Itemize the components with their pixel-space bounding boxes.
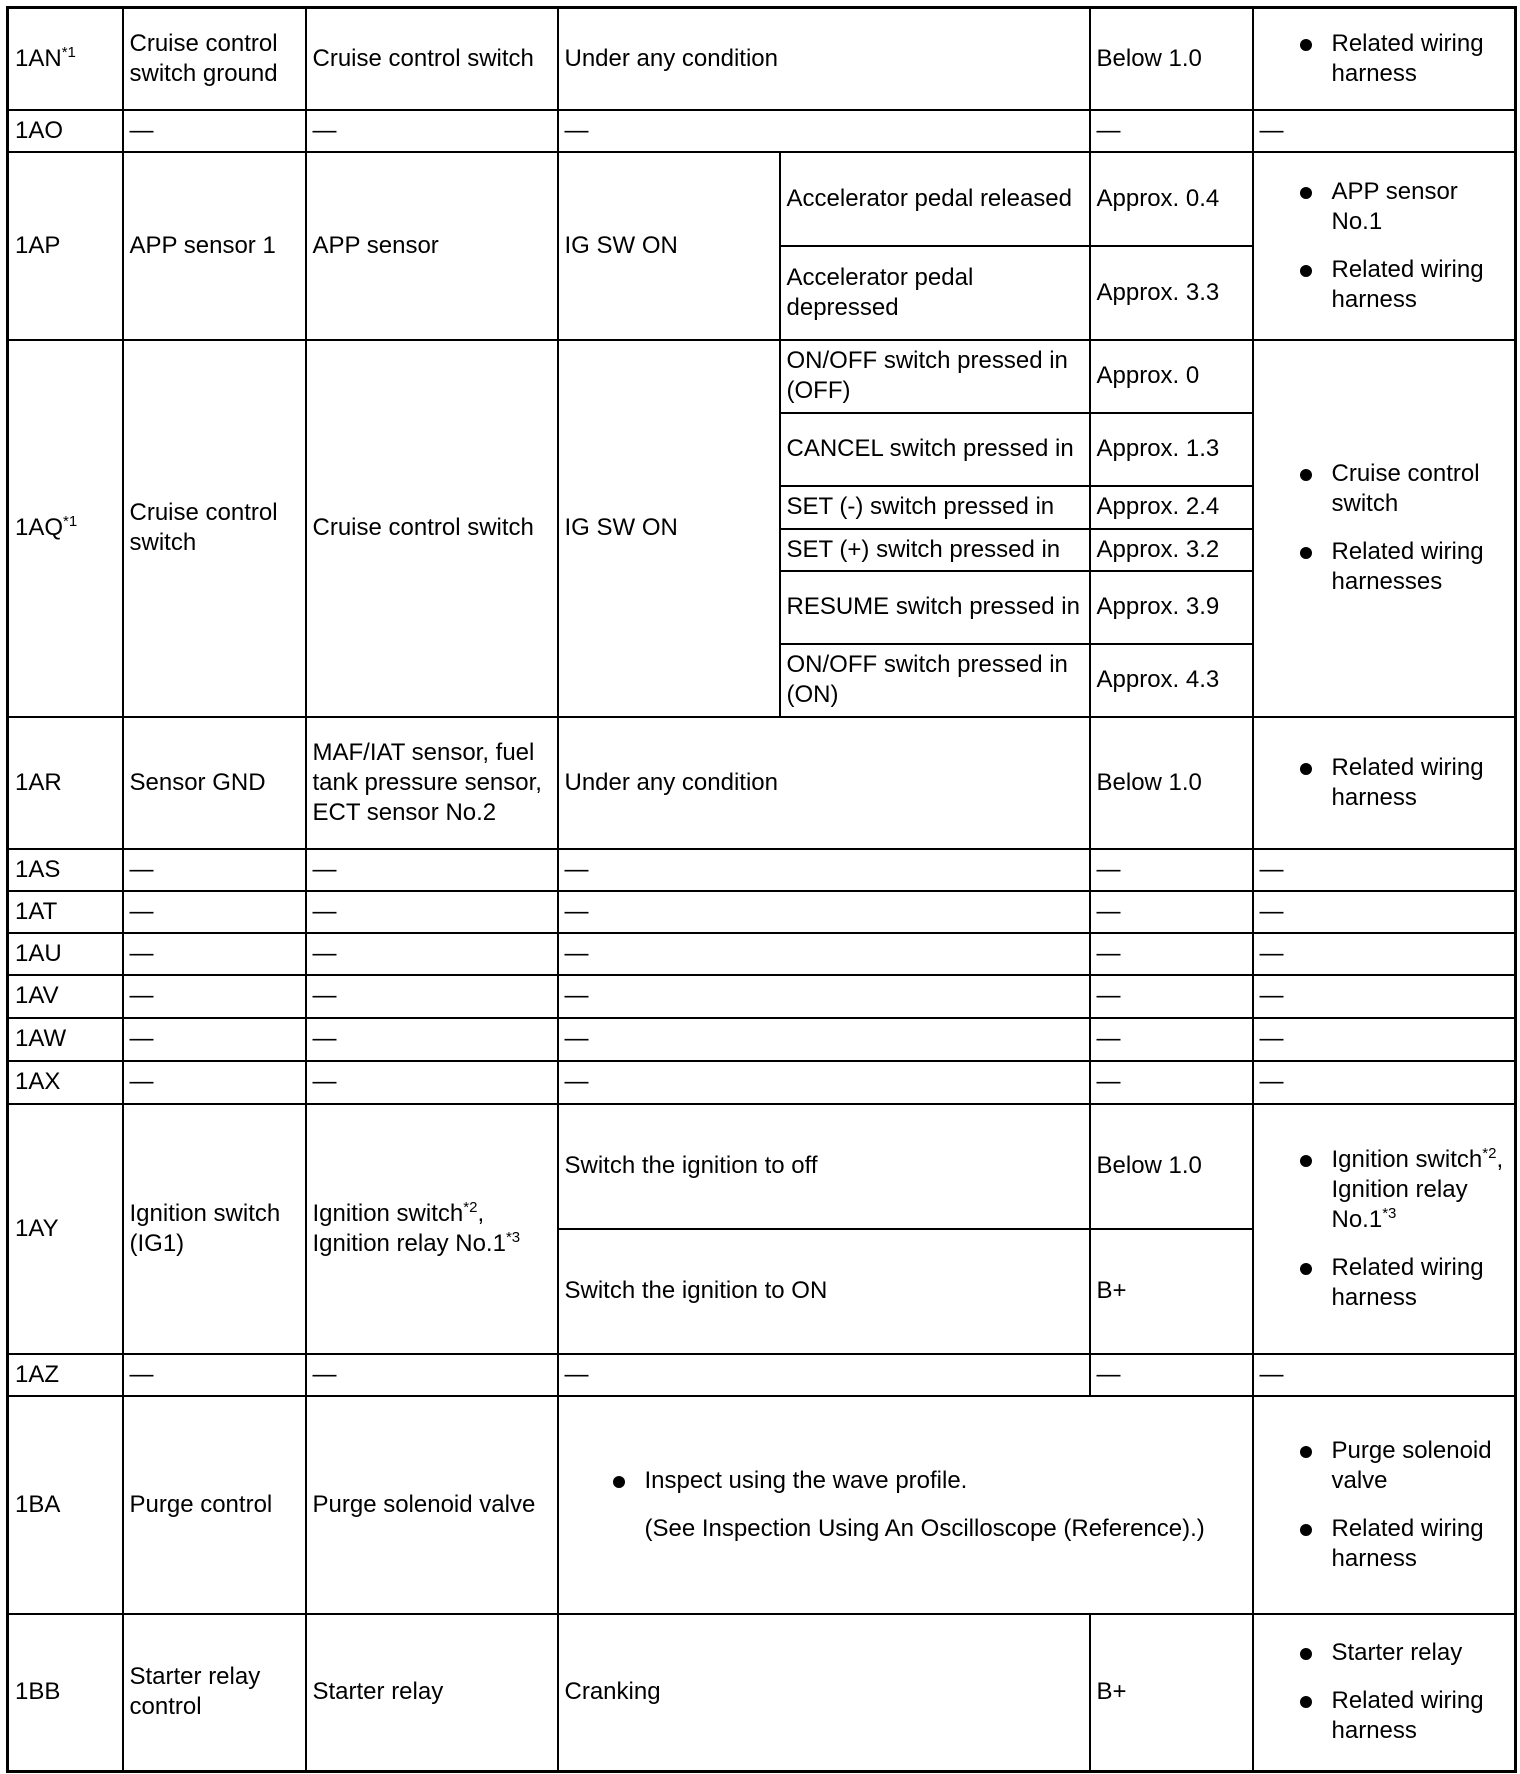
table-row: [8, 110, 1516, 152]
signal-name-cell: Cruise control switch ground: [123, 8, 306, 110]
condition-cell: Switch the ignition to ON: [558, 1229, 1090, 1354]
condition-cell: —: [558, 933, 1090, 975]
inspection-cell: [1253, 8, 1516, 110]
terminal-cell: 1AP: [8, 152, 123, 340]
voltage-cell: Below 1.0: [1090, 717, 1253, 849]
table-row: [8, 1354, 1516, 1396]
condition-cell: —: [558, 849, 1090, 891]
terminal-cell: 1AV: [8, 975, 123, 1018]
terminal-cell: 1AN$^{*1}$: [8, 8, 123, 110]
voltage-cell: —: [1090, 1018, 1253, 1061]
connected-to-cell: Cruise control switch: [306, 8, 558, 110]
voltage-cell: —: [1090, 1354, 1253, 1396]
inspection-cell: —: [1253, 1354, 1516, 1396]
signal-name-cell: —: [123, 1354, 306, 1396]
voltage-cell: —: [1090, 110, 1253, 152]
sub-condition-cell: ON/OFF switch pressed in (OFF): [780, 340, 1090, 413]
connected-to-cell: —: [306, 1061, 558, 1104]
table-row: [8, 1018, 1516, 1061]
connected-to-cell: Starter relay: [306, 1614, 558, 1772]
signal-name-cell: —: [123, 975, 306, 1018]
sub-condition-cell: RESUME switch pressed in: [780, 571, 1090, 644]
voltage-cell: Approx. 4.3: [1090, 644, 1253, 717]
voltage-cell: —: [1090, 849, 1253, 891]
signal-name-cell: Ignition switch (IG1): [123, 1104, 306, 1354]
terminal-cell: 1AO: [8, 110, 123, 152]
inspection-cell: —: [1253, 933, 1516, 975]
condition-cell: Switch the ignition to off: [558, 1104, 1090, 1229]
table-row: [8, 8, 1516, 110]
connected-to-cell: APP sensor: [306, 152, 558, 340]
table-row: [8, 1104, 1516, 1229]
voltage-cell: B+: [1090, 1614, 1253, 1772]
voltage-cell: Approx. 0: [1090, 340, 1253, 413]
voltage-cell: B+: [1090, 1229, 1253, 1354]
sub-condition-cell: Accelerator pedal depressed: [780, 246, 1090, 340]
table-row: [8, 152, 1516, 246]
table-row: [8, 717, 1516, 849]
voltage-cell: —: [1090, 933, 1253, 975]
signal-name-cell: Sensor GND: [123, 717, 306, 849]
connected-to-cell: MAF/IAT sensor, fuel tank pressure sensor, ECT sensor No.2: [306, 717, 558, 849]
terminal-cell: 1AT: [8, 891, 123, 933]
voltage-cell: —: [1090, 975, 1253, 1018]
connected-to-cell: —: [306, 975, 558, 1018]
table-row: [8, 849, 1516, 891]
inspection-cell: [1253, 340, 1516, 717]
terminal-cell: 1AQ$^{*1}$: [8, 340, 123, 717]
inspection-cell: [1253, 1614, 1516, 1772]
inspection-item: Related wiring harness: [1260, 255, 1509, 315]
inspection-item: Related wiring harness: [1260, 1253, 1509, 1313]
connected-to-cell: Ignition switch$^{*2}$, Ignition relay No.1$^{*3}$: [306, 1104, 558, 1354]
terminal-cell: 1AR: [8, 717, 123, 849]
condition-text: Inspect using the wave profile.: [644, 1466, 968, 1494]
inspection-cell: [1253, 152, 1516, 340]
connected-to-cell: —: [306, 110, 558, 152]
inspection-item: APP sensor No.1: [1260, 177, 1509, 237]
table-row: [8, 1396, 1516, 1614]
inspection-item: Related wiring harness: [1260, 753, 1509, 813]
table-row: [8, 1614, 1516, 1772]
signal-name-cell: —: [123, 849, 306, 891]
terminal-voltage-table: [6, 6, 1517, 1773]
sub-condition-cell: CANCEL switch pressed in: [780, 413, 1090, 486]
condition-cell: [558, 1396, 1253, 1614]
inspection-item: Related wiring harness: [1260, 1514, 1509, 1574]
condition-cell: Cranking: [558, 1614, 1090, 1772]
condition-cell: —: [558, 891, 1090, 933]
reference-text: (See Inspection Using An Oscilloscope (Reference).): [644, 1514, 1205, 1542]
connected-to-cell: —: [306, 933, 558, 975]
signal-name-cell: —: [123, 1018, 306, 1061]
connected-to-cell: Cruise control switch: [306, 340, 558, 717]
voltage-cell: Below 1.0: [1090, 1104, 1253, 1229]
connected-to-cell: —: [306, 891, 558, 933]
terminal-cell: 1AS: [8, 849, 123, 891]
voltage-cell: Below 1.0: [1090, 8, 1253, 110]
condition-cell: —: [558, 1018, 1090, 1061]
inspection-item: Ignition switch$^{*2}$, Ignition relay No.1$^{*3}$: [1260, 1145, 1509, 1235]
inspection-cell: [1253, 717, 1516, 849]
inspection-item: Related wiring harness: [1260, 29, 1509, 89]
signal-name-cell: —: [123, 1061, 306, 1104]
signal-name-cell: Starter relay control: [123, 1614, 306, 1772]
table-row: [8, 933, 1516, 975]
terminal-cell: 1BB: [8, 1614, 123, 1772]
inspection-cell: —: [1253, 849, 1516, 891]
connected-to-cell: —: [306, 849, 558, 891]
inspection-cell: [1253, 1396, 1516, 1614]
sub-condition-cell: ON/OFF switch pressed in (ON): [780, 644, 1090, 717]
condition-cell: IG SW ON: [558, 152, 780, 340]
bullet-icon: [613, 1476, 625, 1488]
condition-cell: Under any condition: [558, 8, 1090, 110]
inspection-cell: —: [1253, 110, 1516, 152]
voltage-cell: Approx. 2.4: [1090, 486, 1253, 529]
inspection-item: Cruise control switch: [1260, 459, 1509, 519]
terminal-cell: 1AX: [8, 1061, 123, 1104]
connected-to-cell: —: [306, 1354, 558, 1396]
signal-name-cell: Purge control: [123, 1396, 306, 1614]
table-row: [8, 340, 1516, 413]
sub-condition-cell: Accelerator pedal released: [780, 152, 1090, 246]
condition-cell: Under any condition: [558, 717, 1090, 849]
voltage-cell: Approx. 3.3: [1090, 246, 1253, 340]
terminal-cell: 1BA: [8, 1396, 123, 1614]
condition-cell: IG SW ON: [558, 340, 780, 717]
inspection-cell: —: [1253, 975, 1516, 1018]
inspection-item: Starter relay: [1260, 1638, 1509, 1668]
sub-condition-cell: SET (+) switch pressed in: [780, 529, 1090, 571]
table-row: [8, 891, 1516, 933]
signal-name-cell: —: [123, 891, 306, 933]
condition-cell: —: [558, 1061, 1090, 1104]
connected-to-cell: Purge solenoid valve: [306, 1396, 558, 1614]
inspection-item: Related wiring harnesses: [1260, 537, 1509, 597]
condition-cell: —: [558, 975, 1090, 1018]
signal-name-cell: APP sensor 1: [123, 152, 306, 340]
voltage-cell: Approx. 1.3: [1090, 413, 1253, 486]
voltage-cell: Approx. 3.9: [1090, 571, 1253, 644]
voltage-cell: Approx. 3.2: [1090, 529, 1253, 571]
inspection-cell: —: [1253, 891, 1516, 933]
terminal-cell: 1AU: [8, 933, 123, 975]
inspection-cell: —: [1253, 1018, 1516, 1061]
signal-name-cell: —: [123, 110, 306, 152]
signal-name-cell: —: [123, 933, 306, 975]
inspection-cell: —: [1253, 1061, 1516, 1104]
signal-name-cell: Cruise control switch: [123, 340, 306, 717]
inspection-item: Purge solenoid valve: [1260, 1436, 1509, 1496]
voltage-cell: Approx. 0.4: [1090, 152, 1253, 246]
voltage-cell: —: [1090, 1061, 1253, 1104]
inspection-cell: [1253, 1104, 1516, 1354]
voltage-cell: —: [1090, 891, 1253, 933]
condition-cell: —: [558, 1354, 1090, 1396]
terminal-cell: 1AW: [8, 1018, 123, 1061]
connected-to-cell: —: [306, 1018, 558, 1061]
terminal-cell: 1AZ: [8, 1354, 123, 1396]
table-row: [8, 975, 1516, 1018]
inspection-item: Related wiring harness: [1260, 1686, 1509, 1746]
sub-condition-cell: SET (-) switch pressed in: [780, 486, 1090, 529]
table-row: [8, 1061, 1516, 1104]
condition-cell: —: [558, 110, 1090, 152]
terminal-cell: 1AY: [8, 1104, 123, 1354]
